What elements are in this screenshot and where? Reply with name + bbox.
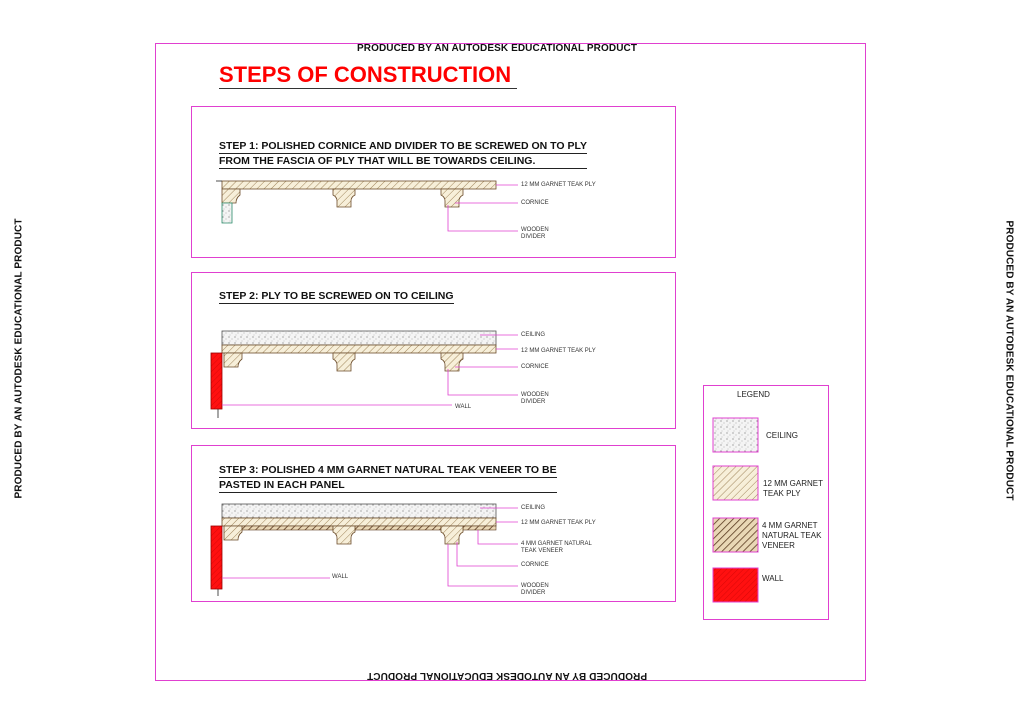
legend-label-ply [763,479,823,499]
step-2-label-wall: WALL [455,404,472,410]
step-1-label-divider-line-1: WOODEN [521,227,549,233]
step-1-drawing [216,181,518,231]
veneer-panel-1 [240,526,333,530]
step-3-label-divider-line-1: WOODEN [521,583,549,589]
step-1-label-divider-line-2: DIVIDER [521,234,546,240]
legend-label-ceiling [766,431,798,441]
divider-2 [441,526,463,544]
ceiling-slab [222,331,496,345]
divider-1 [333,526,355,544]
step-1-label-ply: 12 MM GARNET TEAK PLY [521,182,596,188]
leader-veneer [478,530,518,544]
legend-label-ceiling-line-1: CEILING [766,431,799,440]
watermark-left: PRODUCED BY AN AUTODESK EDUCATIONAL PRODUCT [13,218,25,499]
cornice-shape [222,189,240,203]
leader-divider [448,544,518,586]
step-3-label-veneer-line-2: TEAK VENEER [521,548,564,554]
ply-board [222,518,496,526]
step-1-label-divider [521,227,549,241]
legend-label-veneer-line-2: NATURAL TEAK [762,531,822,540]
step-3-title-line-1: STEP 3: POLISHED 4 MM GARNET NATURAL TEAK VENEER TO BE [219,464,557,476]
legend-label-veneer-line-1: 4 MM GARNET [762,521,818,530]
step-3-label-divider-line-2: DIVIDER [521,590,546,596]
page-title: STEPS OF CONSTRUCTION [219,62,517,89]
step-2-title-line-1: STEP 2: PLY TO BE SCREWED ON TO CEILING [219,290,454,302]
step-3-label-veneer [521,541,592,555]
step-3-label-wall: WALL [332,574,349,580]
cornice-shape [224,526,242,540]
wall-section [211,526,222,589]
wall-section [211,353,222,409]
step-3-drawing [211,504,518,596]
veneer-panel-2 [355,526,441,530]
legend-box [703,385,829,620]
step-2-label-ply: 12 MM GARNET TEAK PLY [521,348,596,354]
ply-board [222,181,496,189]
watermark-bottom: PRODUCED BY AN AUTODESK EDUCATIONAL PRODUCT [367,670,648,681]
divider-2 [441,353,463,371]
step-1-label-cornice: CORNICE [521,200,549,206]
step-2-label-divider-line-1: WOODEN [521,392,549,398]
divider-1 [333,189,355,207]
watermark-top: PRODUCED BY AN AUTODESK EDUCATIONAL PRODUCT [357,43,638,54]
step-3-label-ply: 12 MM GARNET TEAK PLY [521,520,596,526]
step-2-drawing [211,331,518,418]
step-3-label-ceiling: CEILING [521,505,546,511]
legend-label-wall [762,574,784,584]
ceiling-slab [222,504,496,518]
step-2-label-ceiling: CEILING [521,332,546,338]
step-1-title-line-1: STEP 1: POLISHED CORNICE AND DIVIDER TO BE SCREWED ON TO PLY [219,140,587,152]
ply-board [222,345,496,353]
step-3-label-cornice: CORNICE [521,562,549,568]
step-2-label-divider [521,392,549,406]
step-1-title-line-2: FROM THE FASCIA OF PLY THAT WILL BE TOWARDS CEILING. [219,154,587,169]
watermark-right: PRODUCED BY AN AUTODESK EDUCATIONAL PRODUCT [1003,220,1015,501]
leader-divider [448,205,518,231]
step-2-label-divider-line-2: DIVIDER [521,399,546,405]
divider-2 [441,189,463,207]
legend-label-ply-line-1: 12 MM GARNET [763,479,824,488]
legend-label-ply-line-2: TEAK PLY [763,489,801,498]
step-3-label-divider [521,583,549,597]
legend-label-veneer-line-3: VENEER [762,541,795,550]
step-3-title-line-2: PASTED IN EACH PANEL [219,478,557,493]
cornice-base [222,203,232,223]
step-2-label-cornice: CORNICE [521,364,549,370]
cornice-shape [224,353,242,367]
veneer-panel-3 [463,526,496,530]
leader-divider [448,369,518,395]
step-3-label-veneer-line-1: 4 MM GARNET NATURAL [521,541,592,547]
divider-1 [333,353,355,371]
legend-title: LEGEND [737,390,770,399]
leader-cornice [457,542,518,566]
legend-label-wall-line-1: WALL [762,574,784,583]
legend-label-veneer [762,521,821,551]
